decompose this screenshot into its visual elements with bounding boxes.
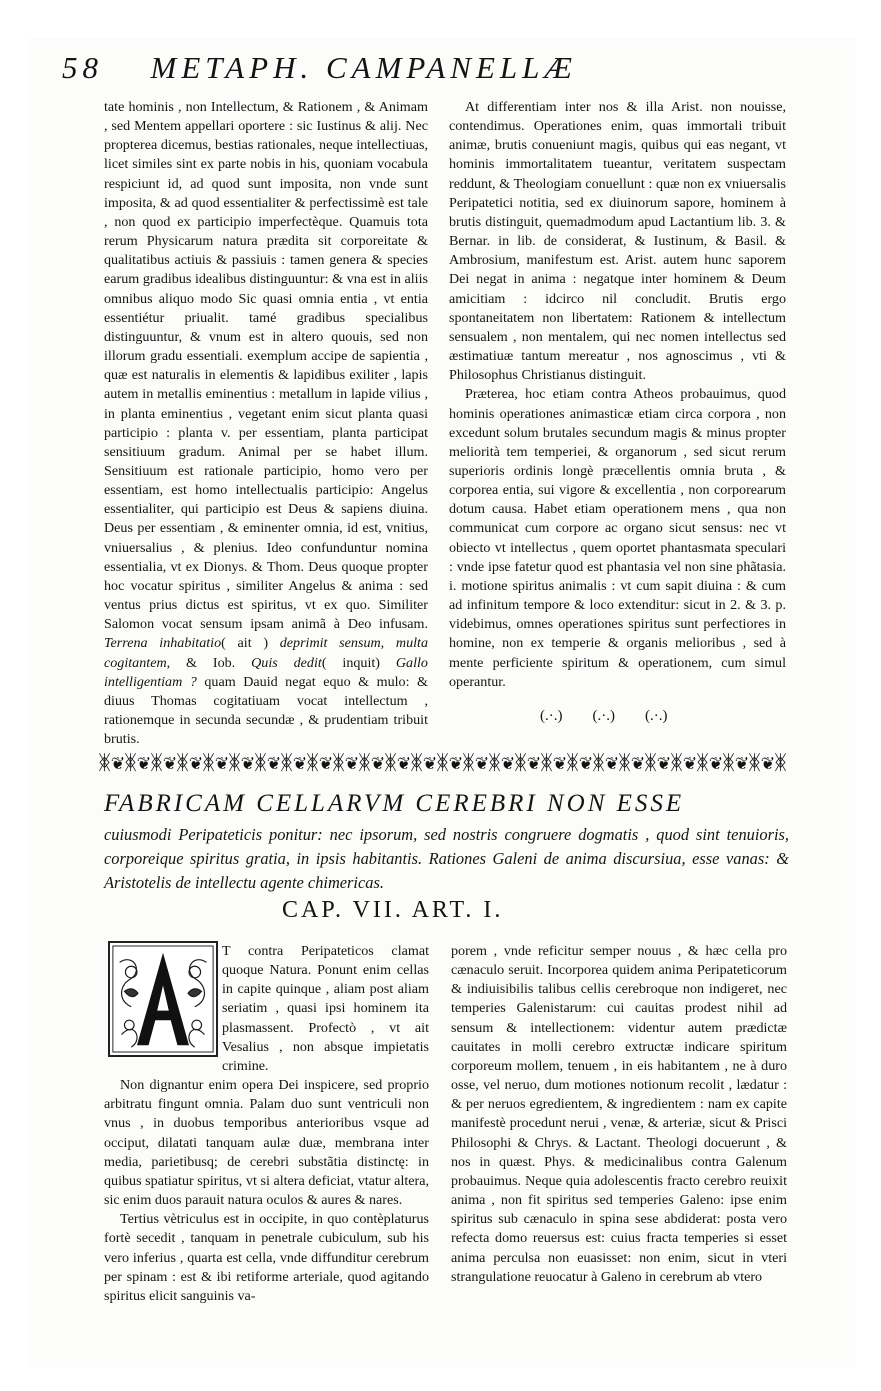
paragraph: T contra Peripateticos clamat quoque Natura. Ponunt enim cellas in capite quinque , aliam post aliam seriatim , quasi ipsi hominem ita plasmassent. Profectò , vt ait Vesalius , non absque impietatis crimine. [222, 943, 429, 1074]
paragraph: Præterea, hoc etiam contra Atheos probauimus, quod hominis operationes animasticæ etiam circa corpora , non excedunt solum brutales secundum magis & minus propter meliorità tem temperiei, & organorum , sed sicut rerum superioris ordinis longè præcellentis omnia bruta , & corporea entia, sui vigore & excellentia , non corporearum dotum causa. Habet etiam operationem mens , qua non communicat cum corpore ac organo sicut sensus: nec vt obiecto vt intellectus , quem oportet phantasmata speculari : vnde ipse fatetur quod est phantasia vel non sine phãtasia. i. motione spiritus animalis : vt cum sapit diuina : & cum ad infinitum tempore & loco extenditur: sicut in 2. & 3. p. videbimus, omnes operationes spiritus sunt perfectiores in homine, non ex temperie & organis melioribus , sed à mente perficiente spiritum & operationem, cum simul operantur. [449, 386, 786, 690]
paragraph-text: tate hominis , non Intellectum, & Rationem , & Animam , sed Mentem appellari oportere : sic Iustinus & alij. Nec propterea dicemus, bestias rationales, neque intellectiuas, licet similes sint ex parte nobis in his, quoniam vocabula respiciunt id, ad quod sunt imposita, non vnde sunt imposita, & ad quod essentialiter & perfectissimè est tale , non quod ex participio imperfectèque. Quamuis tota rerum Physicarum natura prædita sit corporeitate & qualitatibus actiuis & passiuis : tamen genera & species earum gradibus idealibus distinguuntur: & vna est in aliis omnibus aliquo modo Sic quasi omnia entia , vt entia essentiétur priualit. tamé gradibus specialibus distinguuntur, & vnum est in altero quouis, sed non illorum gradu essentiali. exemplum accipe de sapientia , quæ est naturalis in elementis & lapidibus exiliter , lapis autem in metallis eminentius : metallum in lapide vilius , in planta eminentius , vegetant enim sicut planta quasi participio : planta v. per essentiam, planta participat sensitiuum gradum. Animal per se habet illum. Sensitiuum est rationale participio, homo vero per essentiam, est homo intellectualis participio: Angelus essentialiter, qui participio est Deus & sapiens diuina. Deus per essentiam , & eminenter omnia, id est, vnitius, vniuersalius , & plenius. Ideo confunduntur nomina essentialia, vt ex Dionys. & Thom. Deus quoque propter hoc vocatur spiritus , similiter Angelus & anima : sed ventus prius dictus est spiritus, vt ex quo. Similiter Salomon vocat sensum ipsam animã à Deo infusam. [104, 99, 428, 633]
paragraph-text: , & Iob. [166, 654, 252, 671]
quote-text: Terrena inhabitatio [104, 635, 222, 652]
chapter-subtitle: cuiusmodi Peripateticis ponitur: nec ipsorum, sed nostris congruere dogmatis , quod sint tenuioris, corporeique spiritus gratia, in ipsis habitantis. Rationes Galeni de anima discursiua, esse vanas: & Aristotelis de intellectu agente chimericas. [104, 825, 789, 892]
chapter-title: FABRICAM CELLARVM CEREBRI NON ESSE [104, 790, 685, 817]
bottom-right-column [451, 942, 787, 1287]
section-end-marks: (.·.) (.·.) (.·.) [540, 708, 668, 724]
quote-text: deprimit sensum, multa cogitantem [104, 635, 428, 671]
paragraph-text: quam Dauid negat equo & mulo: & diuus Thomas cogitatiuam vocat intellectum , rationemque in secunda secundæ , & prudentiam tribuit brutis. [104, 673, 428, 748]
quote-text: Gallo intelligentiam ? [104, 654, 428, 690]
paragraph-text: ( ait ) [221, 635, 280, 652]
ornamental-band-icon: ᛤ❦ᛤ❦ᛤ❦ᛤ❦ᛤ❦ᛤ❦ᛤ❦ᛤ❦ᛤ❦ᛤ❦ᛤ❦ᛤ❦ᛤ❦ᛤ❦ᛤ❦ᛤ❦ᛤ❦ᛤ❦ᛤ❦ᛤ❦ᛤ❦ᛤ❦ᛤ❦ᛤ❦ᛤ❦ᛤ❦ᛤ [98, 752, 788, 774]
paragraph: At differentiam inter nos & illa Arist. non nouisse, contendimus. Operationes enim, quas immortali tribuit animæ, brutis conueniunt magis, quibus qui eas negant, vt hominis immortalitatem tueantur, veritatem suspectam reddunt, & Theologiam conuellunt : quæ non ex vniuersalis Peripatetici notitia, sed ex diuinorum sapore, hominem à brutis distinguit, quemadmodum apud Lactantium lib. 3. & Bernar. in lib. de considerat, & Iustinum, & Basil. & Ambrosium, manifestum est. Arist. autem hunc saporem Dei negat in anima : negatque inter hominem & Deum amicitiam : idcirco nil concludit. Brutis ergo spontaneitatem non libertatem: Rationem & intellectum sensualem , non mentalem, qui nec nomen intellectus sed æstimatiuæ tantum mereatur , nos agnoscimus , vti & Philosophus Christianus distinguit. [449, 99, 786, 384]
paragraph-text: ( inquit) [321, 654, 396, 671]
page-number: 58 [62, 50, 103, 85]
top-right-column [449, 98, 786, 692]
paragraph: Tertius vètriculus est in occipite, in quo contèplaturus fortè secedit , tanquam in penetrale cubiculum, sub his vero inferius , quarta est cella, vnde diffunditur cerebrum per spinam : est & ibi retiforme arteriale, quod agitando spiritus elicit sanguinis va- [104, 1211, 429, 1304]
running-title: METAPH. CAMPANELLÆ [150, 50, 577, 85]
running-header [62, 50, 577, 86]
chapter-label: CAP. VII. ART. I. [282, 897, 504, 923]
paragraph: porem , vnde reficitur semper nouus , & hæc cella pro cænaculo seruit. Incorporea quidem anima Peripateticorum & indiuisibilis talibus cellis cerebroque non indigeret, nec temperies Galenistarum: cui cauitas prodest nihil ad sensum & intellectionem: videntur autem prædictæ cauitates in molli cerebro extructæ indicare spiritum corporeum mollem, tenuem , in eis habitantem , ne à duro osse, vel neruo, dum motiones notionum recolit , lædatur : & per neruos egredientem, & ingredientem : nam ex capite manifestè procedunt nerui , venæ, & arteriæ, sicut & Prisci Philosophi & Chrys. & Lactant. Theologi docuerunt , & nos in quæst. Phys. & medicinalibus contra Galenum probauimus. Neque quia adolescentis fracto cerebro reuixit anima , non fit spiritus sed temperies Galeno: ipse enim spiritus sub cænaculo in spina sese abdiderat: posta vero refecta domo reuersus est: cuius fracta temperies si esset anima perculsa non euasisset: non enim, sicut in vteri strangulatione reuocatur à Galeno in cerebrum ab vtero [451, 943, 787, 1285]
paragraph: Non dignantur enim opera Dei inspicere, sed proprio arbitratu fingunt omnia. Palam duo sunt ventriculi non vnus , in duobus temporibus anterioribus vsque ad occiput, dilatati tanquam aulæ duæ, membrana inter media, parietibusq; de cerebri substãtia distinctę: in quibus spatiatur spiritus, vt si altera deficiat, vtatur altera, sic enim duos parauit natura oculos & aures & nares. [104, 1077, 429, 1209]
top-left-column [104, 98, 428, 749]
bottom-left-column [104, 942, 429, 1306]
quote-text: Quis dedit [251, 654, 322, 671]
